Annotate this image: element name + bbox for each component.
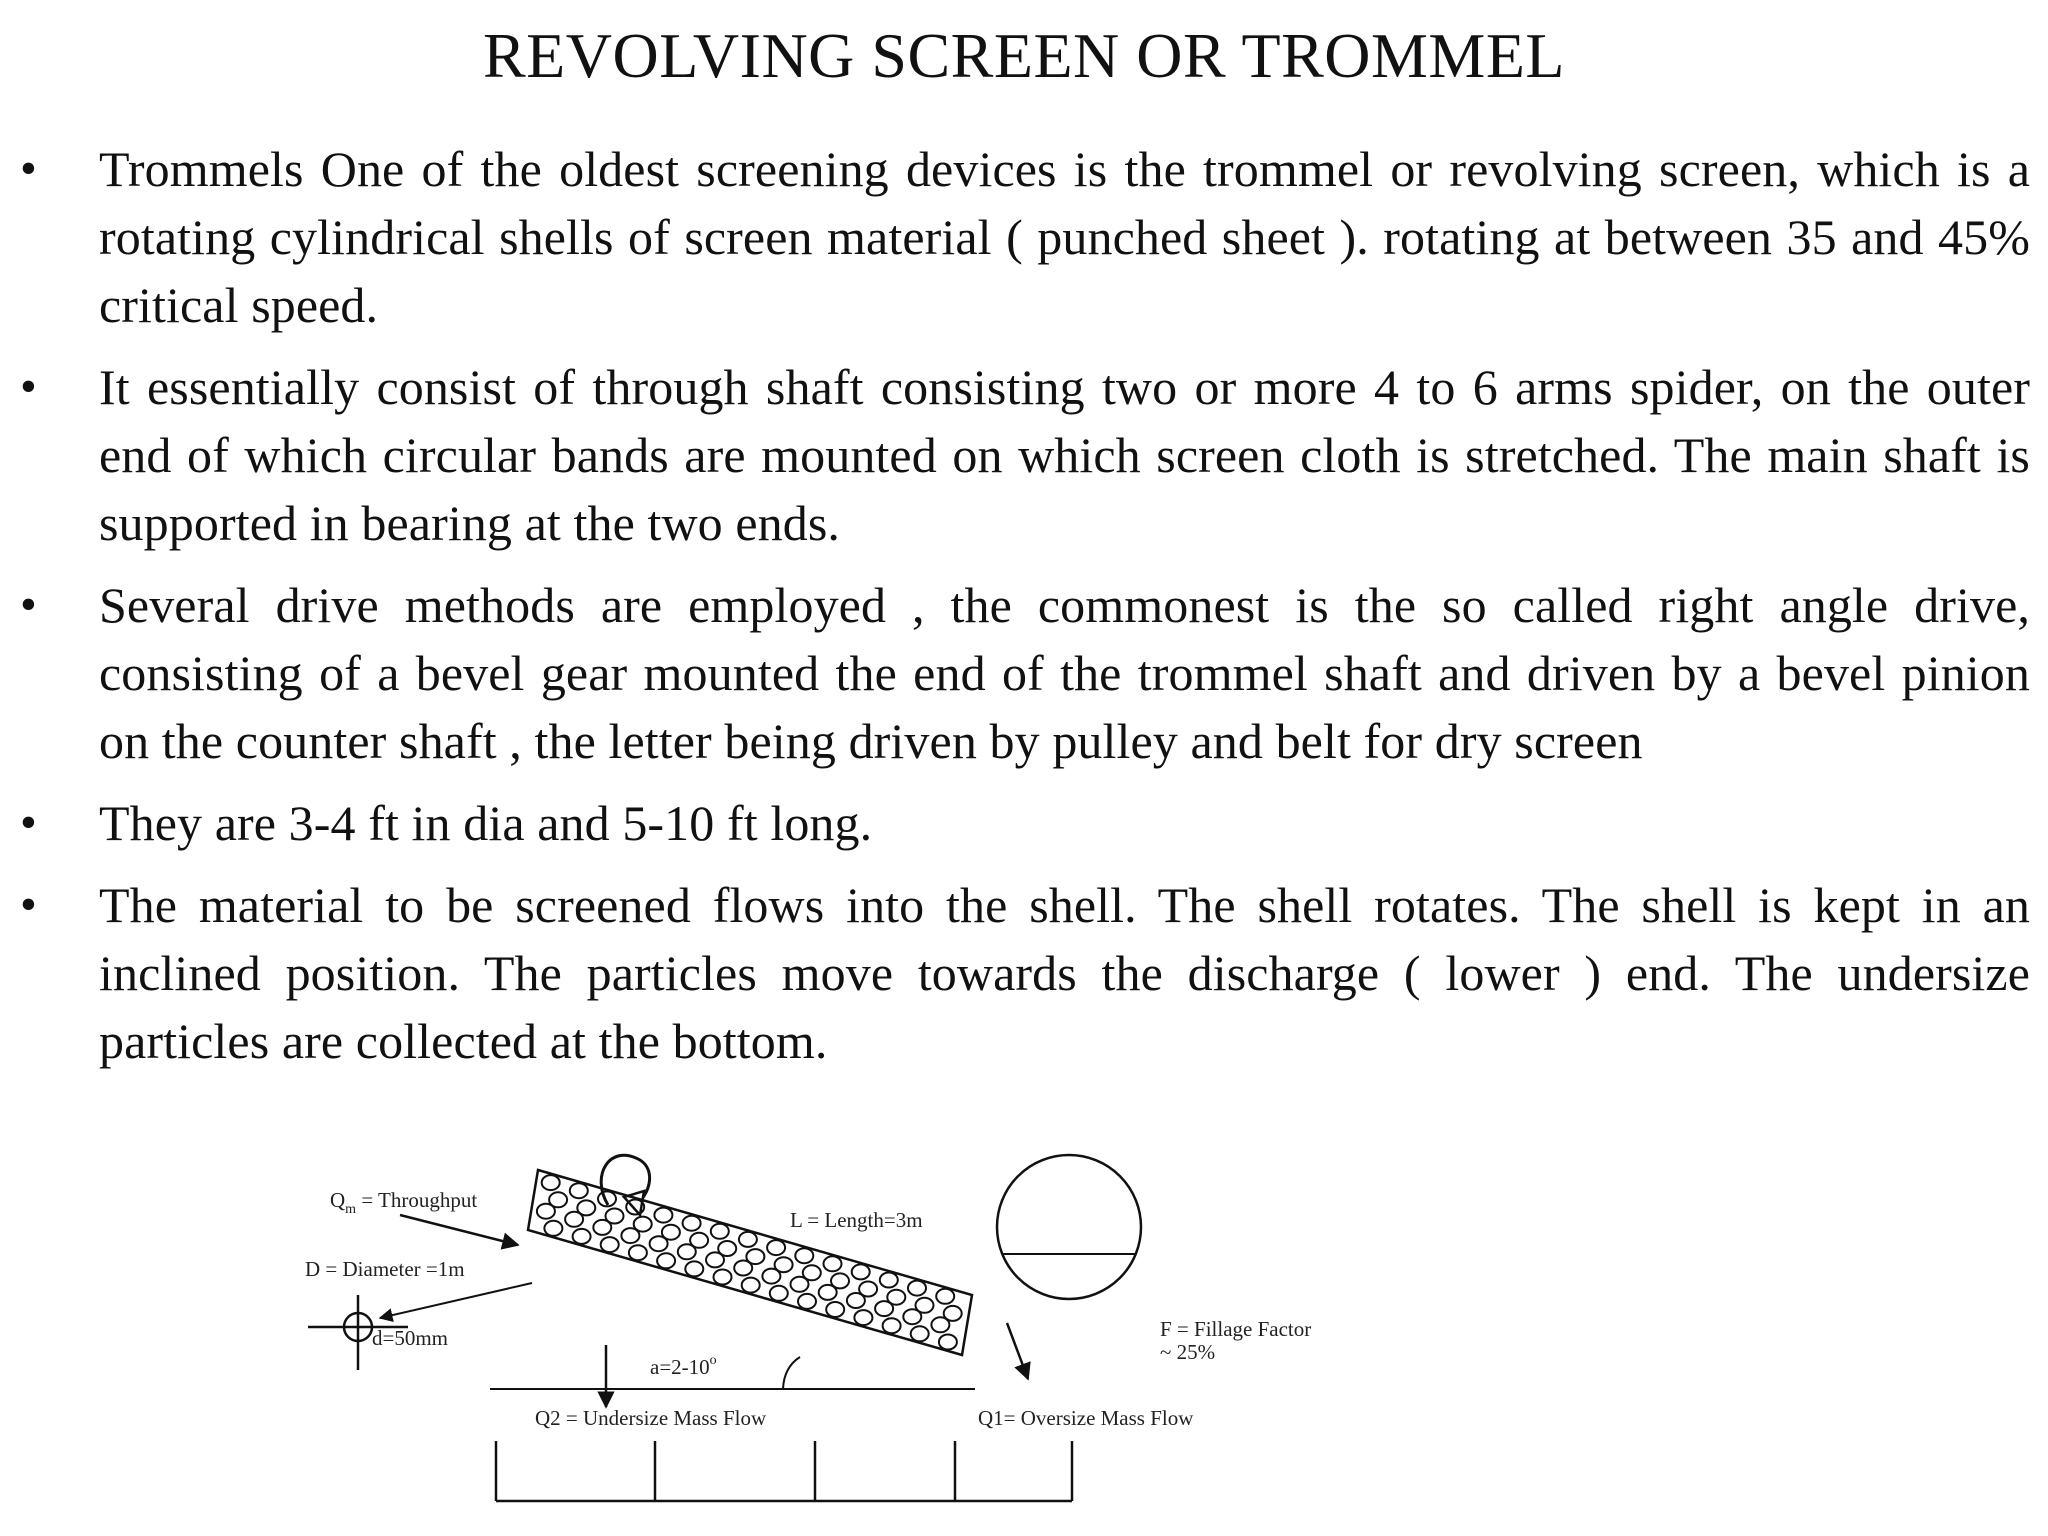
screen-hole: [654, 1208, 672, 1223]
oversize-arrow-icon: [1007, 1323, 1028, 1379]
bullet-item: [20, 135, 2030, 339]
screen-hole: [798, 1294, 816, 1309]
screen-hole: [762, 1269, 780, 1284]
angle-degree: o: [709, 1353, 717, 1368]
screen-hole: [570, 1183, 588, 1198]
screen-hole: [685, 1261, 703, 1276]
screen-hole: [593, 1220, 611, 1235]
screen-holes: [537, 1175, 962, 1349]
bullet-text: They are 3-4 ft in dia and 5-10 ft long.: [99, 795, 873, 851]
screen-hole: [565, 1212, 583, 1227]
screen-hole: [854, 1310, 872, 1325]
diameter-arrow-icon: [380, 1283, 532, 1318]
throughput-subscript: m: [345, 1202, 357, 1217]
bullet-icon: •: [20, 878, 37, 931]
screen-hole: [936, 1289, 954, 1304]
screen-hole: [852, 1264, 870, 1279]
throughput-q: Q: [330, 1188, 346, 1212]
bullet-icon: •: [20, 578, 37, 631]
screen-hole: [770, 1286, 788, 1301]
bullet-text: It essentially consist of through shaft consisting two or more 4 to 6 arms spider, on the outer end of which circular bands are mounted on which screen cloth is stretched. The main shaft is supported in bearing at the two ends.: [99, 359, 2030, 551]
oversize-label: Q1= Oversize Mass Flow: [978, 1406, 1194, 1430]
collection-bins: [496, 1441, 1072, 1501]
bullet-item: [20, 871, 2030, 1075]
screen-hole: [931, 1317, 949, 1332]
length-label: L = Length=3m: [790, 1208, 923, 1232]
bullet-text: The material to be screened flows into the shell. The shell rotates. The shell is kept in an inclined position. The particles move towards the discharge ( lower ) end. The undersize particles are collected at the bottom.: [99, 877, 2030, 1069]
screen-hole: [629, 1245, 647, 1260]
screen-hole: [714, 1270, 732, 1285]
screen-hole: [678, 1244, 696, 1259]
screen-hole: [537, 1204, 555, 1219]
screen-hole: [875, 1301, 893, 1316]
bullet-icon: •: [20, 796, 37, 849]
screen-hole: [711, 1224, 729, 1239]
screen-hole: [819, 1285, 837, 1300]
angle-value: a=2-10: [650, 1355, 710, 1379]
fill-factor-value: ~ 25%: [1160, 1340, 1216, 1364]
screen-hole: [911, 1326, 929, 1341]
screen-hole: [739, 1232, 757, 1247]
screen-hole: [795, 1248, 813, 1263]
screen-hole: [544, 1221, 562, 1236]
screen-hole: [767, 1240, 785, 1255]
screen-hole: [880, 1273, 898, 1288]
screen-hole: [824, 1256, 842, 1271]
screen-hole: [883, 1318, 901, 1333]
screen-hole: [706, 1252, 724, 1267]
screen-hole: [601, 1237, 619, 1252]
bullet-item: [20, 789, 2030, 857]
trommel-diagram: [290, 1145, 1390, 1515]
screen-hole: [791, 1277, 809, 1292]
screen-hole: [683, 1216, 701, 1231]
screen-hole: [650, 1236, 668, 1251]
bullet-icon: •: [20, 142, 37, 195]
slide-title: REVOLVING SCREEN OR TROMMEL: [482, 20, 1566, 91]
hole-size-label: d=50mm: [372, 1326, 449, 1350]
undersize-label: Q2 = Undersize Mass Flow: [535, 1406, 767, 1430]
fill-factor-circle: [997, 1155, 1141, 1299]
throughput-label: [330, 1188, 477, 1217]
screen-hole: [903, 1309, 921, 1324]
screen-hole: [573, 1229, 591, 1244]
bullet-text: Trommels One of the oldest screening devices is the trommel or revolving screen, which is a rotating cylindrical shells of screen material ( punched sheet ). rotating at between 35 and 45% critical speed.: [99, 141, 2030, 333]
screen-hole: [621, 1228, 639, 1243]
screen-hole: [742, 1278, 760, 1293]
diameter-label: D = Diameter =1m: [305, 1257, 465, 1281]
screen-hole: [734, 1261, 752, 1276]
screen-hole: [908, 1281, 926, 1296]
screen-hole: [826, 1302, 844, 1317]
screen-hole: [939, 1335, 957, 1350]
throughput-text: = Throughput: [356, 1188, 478, 1212]
screen-hole: [847, 1293, 865, 1308]
bullet-text: Several drive methods are employed , the commonest is the so called right angle drive, consisting of a bevel gear mounted the end of the trommel shaft and driven by a bevel pinion on the counter shaft , the letter being driven by pulley and belt for dry screen: [99, 577, 2030, 769]
bullet-item: [20, 353, 2030, 557]
angle-label: [650, 1353, 717, 1379]
angle-arc: [783, 1357, 800, 1389]
bullet-list: [20, 135, 2030, 1089]
bullet-icon: •: [20, 360, 37, 413]
throughput-arrow-icon: [400, 1215, 518, 1245]
fill-factor-label: F = Fillage Factor: [1160, 1317, 1312, 1341]
screen-hole: [657, 1253, 675, 1268]
screen-hole: [542, 1175, 560, 1190]
bullet-item: [20, 571, 2030, 775]
